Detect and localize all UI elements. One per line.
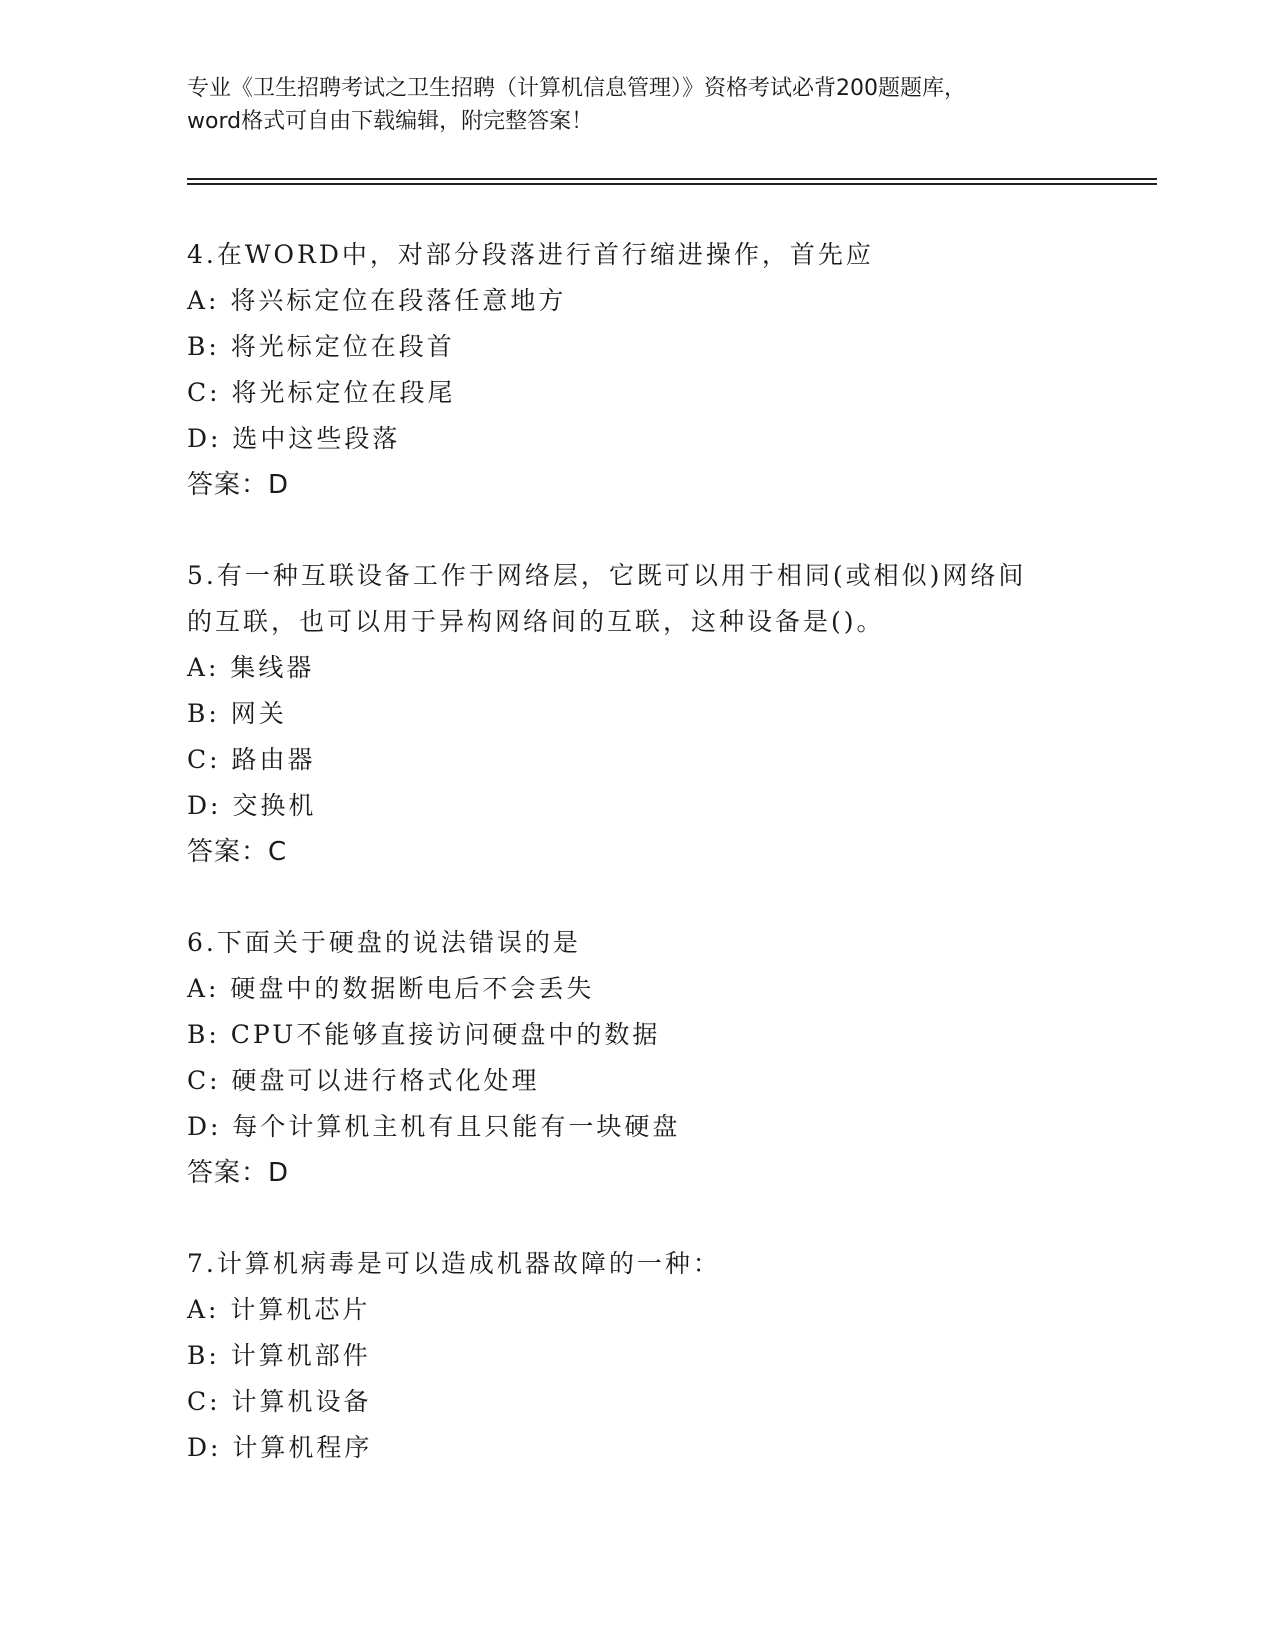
question-6 xyxy=(187,920,1147,1196)
question-stem-continued: 的互联，也可以用于异构网络间的互联，这种设备是()。 xyxy=(187,607,885,636)
question-stem: 7.计算机病毒是可以造成机器故障的一种： xyxy=(187,1249,721,1278)
option-d: D: 计算机程序 xyxy=(187,1433,373,1462)
question-7 xyxy=(187,1241,1147,1471)
option-c: C: 路由器 xyxy=(187,745,316,774)
answer: 答案：C xyxy=(187,837,288,867)
question-stem: 5.有一种互联设备工作于网络层，它既可以用于相同(或相似)网络间 xyxy=(187,561,1027,590)
option-b: B: 计算机部件 xyxy=(187,1341,371,1370)
option-b: B: 网关 xyxy=(187,699,287,728)
answer: 答案：D xyxy=(187,1158,290,1188)
option-c: C: 计算机设备 xyxy=(187,1387,372,1416)
option-d: D: 选中这些段落 xyxy=(187,424,401,453)
option-b: B: 将光标定位在段首 xyxy=(187,332,455,361)
question-stem: 6.下面关于硬盘的说法错误的是 xyxy=(187,928,581,957)
question-stem: 4.在WORD中，对部分段落进行首行缩进操作，首先应 xyxy=(187,240,874,269)
header-divider-top xyxy=(187,178,1157,180)
option-c: C: 将光标定位在段尾 xyxy=(187,378,456,407)
option-c: C: 硬盘可以进行格式化处理 xyxy=(187,1066,540,1095)
header-divider-bottom xyxy=(187,183,1157,185)
question-4 xyxy=(187,232,1147,508)
document-header xyxy=(187,72,1087,138)
header-line-2: word格式可自由下载编辑，附完整答案！ xyxy=(187,109,594,134)
option-b: B: CPU不能够直接访问硬盘中的数据 xyxy=(187,1020,661,1049)
option-a: A: 集线器 xyxy=(187,653,315,682)
option-a: A: 将兴标定位在段落任意地方 xyxy=(187,286,567,315)
option-d: D: 每个计算机主机有且只能有一块硬盘 xyxy=(187,1112,681,1141)
option-a: A: 计算机芯片 xyxy=(187,1295,371,1324)
option-d: D: 交换机 xyxy=(187,791,317,820)
option-a: A: 硬盘中的数据断电后不会丢失 xyxy=(187,974,595,1003)
question-5 xyxy=(187,553,1147,875)
header-line-1: 专业《卫生招聘考试之卫生招聘（计算机信息管理）》资格考试必背200题题库， xyxy=(187,76,966,101)
answer: 答案：D xyxy=(187,470,290,500)
